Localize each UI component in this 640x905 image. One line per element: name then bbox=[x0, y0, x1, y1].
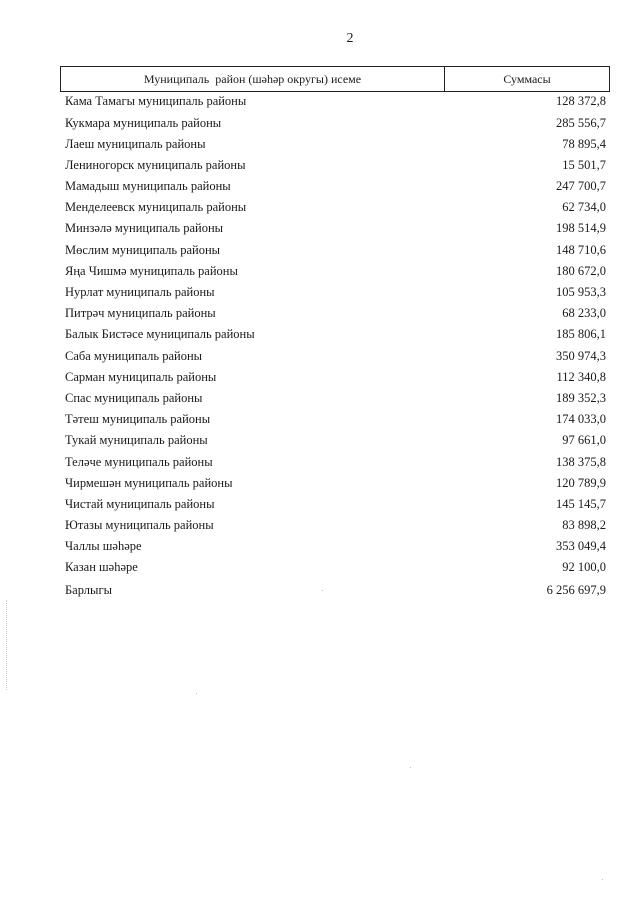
table-row bbox=[65, 557, 606, 578]
table-row bbox=[65, 261, 606, 282]
table-row bbox=[65, 176, 606, 197]
row-value: 145 145,7 bbox=[556, 496, 606, 511]
row-value: 198 514,9 bbox=[556, 221, 606, 236]
row-name: Мөслим муниципаль районы bbox=[65, 242, 221, 257]
table-row bbox=[65, 303, 606, 324]
table-row bbox=[65, 472, 606, 493]
row-value: 128 372,8 bbox=[556, 94, 606, 109]
table-row bbox=[65, 324, 606, 345]
row-value: 83 898,2 bbox=[562, 518, 606, 533]
table-row bbox=[65, 536, 606, 557]
row-value: 112 340,8 bbox=[556, 369, 606, 384]
table-header bbox=[60, 66, 610, 92]
row-value: 353 049,4 bbox=[556, 539, 606, 554]
row-value: 285 556,7 bbox=[556, 115, 606, 130]
row-name: Лаеш муниципаль районы bbox=[65, 136, 206, 151]
table-row bbox=[65, 494, 606, 515]
table-row bbox=[65, 345, 606, 366]
row-name: Мамадыш муниципаль районы bbox=[65, 179, 231, 194]
row-name: Менделеевск муниципаль районы bbox=[65, 200, 247, 215]
scan-artifact bbox=[602, 879, 603, 880]
page-number: 2 bbox=[346, 31, 354, 46]
column-header-sum: Суммасы bbox=[503, 71, 551, 86]
row-name: Чистай муниципаль районы bbox=[65, 496, 215, 511]
row-name: Питрәч муниципаль районы bbox=[65, 306, 216, 321]
scan-artifact bbox=[322, 590, 323, 591]
row-value: 62 734,0 bbox=[562, 200, 606, 215]
row-value: 97 661,0 bbox=[562, 433, 606, 448]
row-name: Ютазы муниципаль районы bbox=[65, 518, 214, 533]
table-row bbox=[65, 155, 606, 176]
table-row bbox=[65, 197, 606, 218]
row-name: Кукмара муниципаль районы bbox=[65, 115, 222, 130]
row-name: Теләче муниципаль районы bbox=[65, 454, 213, 469]
row-value: 174 033,0 bbox=[556, 412, 606, 427]
total-row bbox=[65, 579, 606, 600]
row-value: 247 700,7 bbox=[556, 179, 606, 194]
row-name: Сарман муниципаль районы bbox=[65, 369, 217, 384]
table-row bbox=[65, 282, 606, 303]
row-value: 350 974,3 bbox=[556, 348, 606, 363]
row-name: Тәтеш муниципаль районы bbox=[65, 412, 211, 427]
row-name: Минзәлә муниципаль районы bbox=[65, 221, 224, 236]
row-value: 92 100,0 bbox=[562, 560, 606, 575]
row-name: Тукай муниципаль районы bbox=[65, 433, 208, 448]
column-header-name: Муниципаль район (шәһәр округы) исеме bbox=[61, 67, 445, 91]
row-value: 180 672,0 bbox=[556, 263, 606, 278]
table-row bbox=[65, 366, 606, 387]
table-row bbox=[65, 388, 606, 409]
row-value: 78 895,4 bbox=[562, 136, 606, 151]
row-value: 189 352,3 bbox=[556, 390, 606, 405]
table-row bbox=[65, 409, 606, 430]
row-name: Балык Бистәсе муниципаль районы bbox=[65, 327, 255, 342]
table-row bbox=[65, 451, 606, 472]
row-name: Саба муниципаль районы bbox=[65, 348, 203, 363]
row-name: Чирмешән муниципаль районы bbox=[65, 475, 233, 490]
table-body bbox=[65, 91, 606, 601]
row-value: 120 789,9 bbox=[556, 475, 606, 490]
row-name: Лениногорск муниципаль районы bbox=[65, 157, 246, 172]
scan-artifact bbox=[196, 693, 197, 694]
total-value: 6 256 697,9 bbox=[546, 582, 606, 597]
total-label: Барлыгы bbox=[65, 582, 112, 597]
scan-artifact bbox=[6, 600, 8, 690]
row-name: Яңа Чишмә муниципаль районы bbox=[65, 263, 238, 278]
row-value: 105 953,3 bbox=[556, 285, 606, 300]
row-value: 138 375,8 bbox=[556, 454, 606, 469]
table-row bbox=[65, 133, 606, 154]
table-row bbox=[65, 430, 606, 451]
row-value: 185 806,1 bbox=[556, 327, 606, 342]
row-value: 15 501,7 bbox=[562, 157, 606, 172]
table-row bbox=[65, 218, 606, 239]
row-name: Казан шәһәре bbox=[65, 560, 138, 575]
table-row bbox=[65, 91, 606, 112]
row-name: Спас муниципаль районы bbox=[65, 390, 203, 405]
row-name: Кама Тамагы муниципаль районы bbox=[65, 94, 247, 109]
row-name: Чаллы шәһәре bbox=[65, 539, 142, 554]
row-name: Нурлат муниципаль районы bbox=[65, 285, 215, 300]
table-row bbox=[65, 239, 606, 260]
table-row bbox=[65, 515, 606, 536]
table-row bbox=[65, 112, 606, 133]
row-value: 148 710,6 bbox=[556, 242, 606, 257]
scan-artifact bbox=[410, 767, 411, 768]
row-value: 68 233,0 bbox=[562, 306, 606, 321]
